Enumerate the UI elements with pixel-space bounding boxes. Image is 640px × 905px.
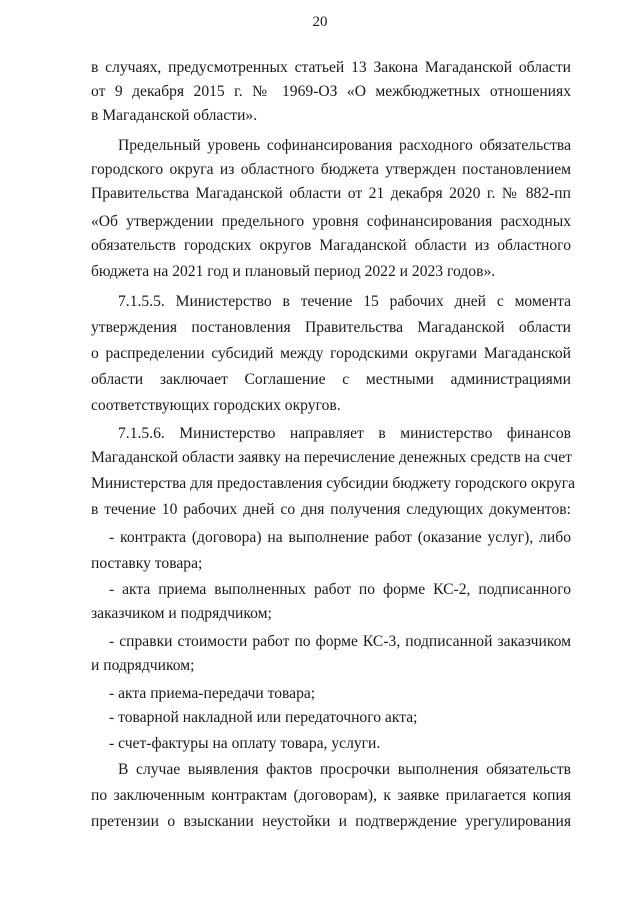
text-line: - справки стоимости работ по форме КС-3, подписанной заказчиком [109, 633, 571, 650]
text-line: - акта приема-передачи товара; [109, 685, 316, 702]
text-line: поставку товара; [91, 555, 203, 572]
text-line: по заключенным контрактам (договорам), к заявке прилагается копия [91, 787, 571, 804]
text-line: заказчиком и подрядчиком; [91, 605, 272, 622]
text-line: обязательств городских округов Магаданской области из областного [91, 237, 571, 254]
text-line: городского округа из областного бюджета утвержден постановлением [91, 161, 571, 178]
text-line: - счет-фактуры на оплату товара, услуги. [109, 735, 381, 752]
text-line: - контракта (договора) на выполнение работ (оказание услуг), либо [109, 529, 571, 546]
text-line: в случаях, предусмотренных статьей 13 Закона Магаданской области [91, 59, 571, 76]
text-line: претензии о взыскании неустойки и подтверждение урегулирования [91, 813, 571, 830]
text-line: в Магаданской области». [91, 107, 258, 124]
text-line: в течение 10 рабочих дней со дня получения следующих документов: [91, 501, 571, 518]
text-line: от 9 декабря 2015 г. № 1969-ОЗ «О межбюджетных отношениях [91, 83, 571, 100]
text-line: «Об утверждении предельного уровня софинансирования расходных [91, 213, 571, 230]
text-line: 7.1.5.6. Министерство направляет в министерство финансов [118, 425, 571, 442]
text-line: о распределении субсидий между городскими округами Магаданской [91, 345, 571, 362]
text-line: 7.1.5.5. Министерство в течение 15 рабочих дней с момента [118, 293, 571, 310]
text-line: В случае выявления фактов просрочки выполнения обязательств [118, 761, 571, 778]
text-line: Министерства для предоставления субсидии бюджету городского округа [91, 475, 576, 492]
text-line: Правительства Магаданской области от 21 декабря 2020 г. № 882-пп [91, 185, 571, 202]
text-line: бюджета на 2021 год и плановый период 2022 и 2023 годов». [91, 263, 496, 280]
text-line: - акта приема выполненных работ по форме КС-2, подписанного [109, 581, 571, 598]
text-line: - товарной накладной или передаточного акта; [109, 709, 418, 726]
text-line: Магаданской области заявку на перечисление денежных средств на счет [91, 449, 572, 466]
page-number: 20 [312, 14, 328, 30]
text-line: и подрядчиком; [91, 657, 195, 674]
text-line: утверждения постановления Правительства Магаданской области [91, 319, 571, 336]
text-line: Предельный уровень софинансирования расходного обязательства [118, 137, 571, 154]
text-line: области заключает Соглашение с местными администрациями [91, 371, 571, 388]
text-line: соответствующих городских округов. [91, 397, 341, 414]
